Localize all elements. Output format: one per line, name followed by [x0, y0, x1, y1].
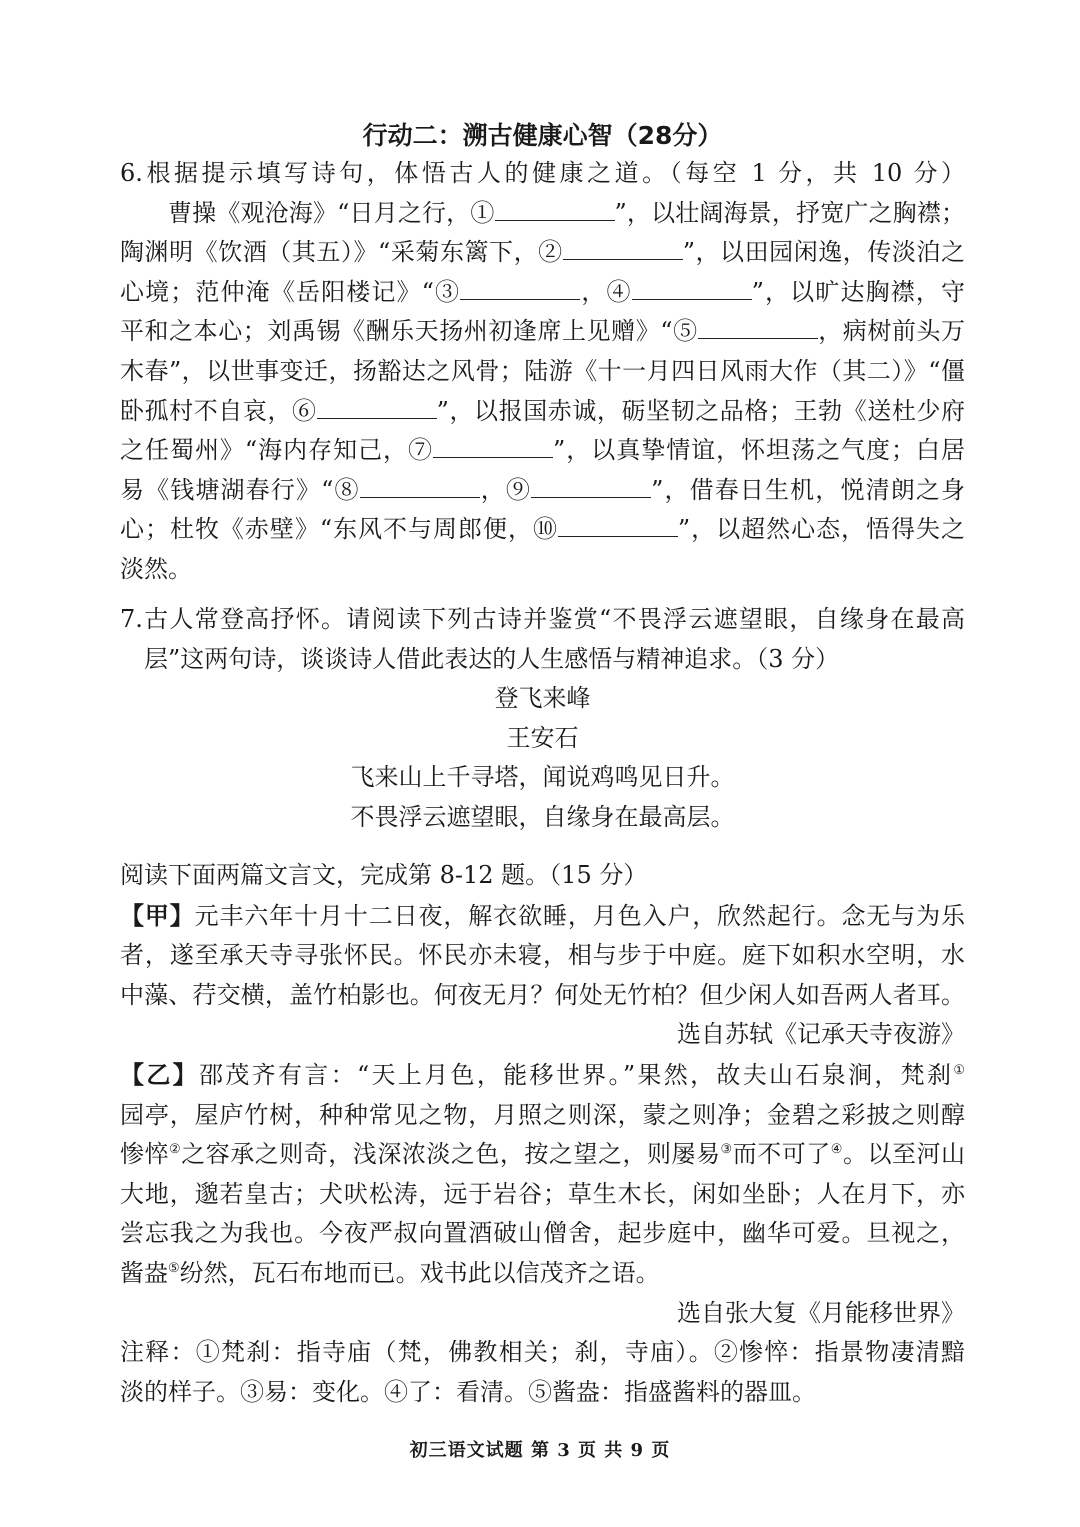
- passage-jia-line: 中藻、荇交横，盖竹柏影也。何夜无月？何处无竹柏？但少闲人如吾两人者耳。: [120, 980, 965, 1009]
- reading-section: [120, 856, 965, 1412]
- notes-line: 注释：①梵刹：指寺庙（梵，佛教相关；刹，寺庙）。②惨悴：指景物凄清黯: [120, 1338, 965, 1367]
- passage-jia-line: 【甲】元丰六年十月十二日夜，解衣欲睡，月色入户，欣然起行。念无与为乐: [120, 900, 966, 930]
- answer-blank-3[interactable]: [460, 279, 580, 300]
- q6-line: 心；杜牧《赤壁》“东风不与周郎便，⑩ ”，以超然心态，悟得失之: [120, 515, 965, 544]
- passage-yi-label: 【乙】: [120, 1059, 199, 1089]
- q6-line: 之任蜀州》“海内存知己，⑦ ”，以真挚情谊，怀坦荡之气度；白居: [120, 436, 965, 465]
- q7-stem-line2: 层”这两句诗，谈谈诗人借此表达的人生感悟与精神追求。（3 分）: [144, 644, 840, 673]
- q6-line: 曹操《观沧海》“日月之行，① ”，以壮阔海景，抒宽广之胸襟；: [168, 198, 965, 227]
- footnote-mark: ③: [720, 1142, 733, 1158]
- notes-line: 淡的样子。③易：变化。④了：看清。⑤酱盎：指盛酱料的器皿。: [120, 1377, 816, 1406]
- passage-yi-line: 惨悴②之容承之则奇，浅深浓淡之色，按之望之，则屡易③而不可了④。以至河山: [120, 1140, 966, 1169]
- answer-blank-9[interactable]: [531, 477, 651, 498]
- answer-blank-1[interactable]: [495, 200, 615, 221]
- q6-line: 淡然。: [120, 554, 192, 583]
- reading-intro: 阅读下面两篇文言文，完成第 8-12 题。（15 分）: [120, 861, 648, 889]
- q6-line: 心境；范仲淹《岳阳楼记》“③ ，④ ”，以旷达胸襟，守: [120, 277, 965, 306]
- poem-line: 飞来山上千寻塔，闻说鸡鸣见日升。: [350, 763, 735, 792]
- section-title: 行动二：溯古健康心智（28分）: [362, 121, 723, 150]
- q7-stem-line1: 7.古人常登高抒怀。请阅读下列古诗并鉴赏“不畏浮云遮望眼，自缘身在最高: [120, 605, 965, 633]
- poem-line: 不畏浮云遮望眼，自缘身在最高层。: [350, 802, 735, 831]
- footnote-mark: ⑤: [168, 1260, 180, 1276]
- page-footer: 初三语文试题 第 3 页 共 9 页: [409, 1440, 671, 1461]
- question-7: [120, 600, 965, 838]
- footnote-mark: ①: [953, 1062, 965, 1078]
- passage-jia-label: 【甲】: [120, 900, 195, 930]
- answer-blank-5[interactable]: [698, 318, 818, 339]
- poem-title: 登飞来峰: [494, 684, 591, 713]
- q6-stem: 6.根据提示填写诗句，体悟古人的健康之道。（每空 1 分，共 10 分）: [120, 159, 965, 187]
- answer-blank-10[interactable]: [558, 516, 678, 537]
- passage-yi-line: 大地，邈若皇古；犬吠松涛，远于岩谷；草生木长，闲如坐卧；人在月下，亦: [120, 1179, 965, 1208]
- q6-line: 陶渊明《饮酒（其五）》“采菊东篱下，② ”，以田园闲逸，传淡泊之: [120, 238, 965, 267]
- answer-blank-4[interactable]: [632, 279, 752, 300]
- answer-blank-6[interactable]: [317, 398, 437, 419]
- question-6: [120, 154, 965, 590]
- poem-author: 王安石: [506, 723, 579, 752]
- passage-yi-line: 园亭，屋庐竹树，种种常见之物，月照之则深，蒙之则净；金碧之彩披之则醇: [120, 1100, 965, 1129]
- footnote-mark: ④: [830, 1142, 843, 1158]
- answer-blank-8[interactable]: [360, 477, 480, 498]
- footnote-mark: ②: [169, 1142, 182, 1158]
- passage-jia-line: 者，遂至承天寺寻张怀民。怀民亦未寝，相与步于中庭。庭下如积水空明，水: [120, 941, 965, 970]
- passage-yi-source: 选自张大复《月能移世界》: [677, 1298, 965, 1327]
- q6-line: 平和之本心；刘禹锡《酬乐天扬州初逢席上见赠》“⑤ ，病树前头万: [120, 317, 965, 346]
- passage-yi-line: 【乙】邵茂齐有言：“天上月色，能移世界。”果然，故夫山石泉涧，梵刹①: [120, 1059, 965, 1089]
- passage-yi-line: 尝忘我之为我也。今夜严叔向置酒破山僧舍，起步庭中，幽华可爱。旦视之，: [120, 1219, 965, 1248]
- q6-line: 木春”，以世事变迁，扬豁达之风骨；陆游《十一月四日风雨大作（其二）》“僵: [120, 356, 965, 385]
- answer-blank-7[interactable]: [433, 437, 553, 458]
- answer-blank-2[interactable]: [563, 239, 683, 260]
- section-title-block: [120, 116, 965, 156]
- q6-line: 易《钱塘湖春行》“⑧ ，⑨ ”，借春日生机，悦清朗之身: [120, 475, 965, 504]
- passage-jia-source: 选自苏轼《记承天寺夜游》: [677, 1020, 965, 1049]
- passage-yi-line: 酱盎⑤纷然，瓦石布地而已。戏书此以信茂齐之语。: [120, 1258, 660, 1287]
- q6-line: 卧孤村不自哀，⑥ ”，以报国赤诚，砺坚韧之品格；王勃《送杜少府: [120, 396, 965, 425]
